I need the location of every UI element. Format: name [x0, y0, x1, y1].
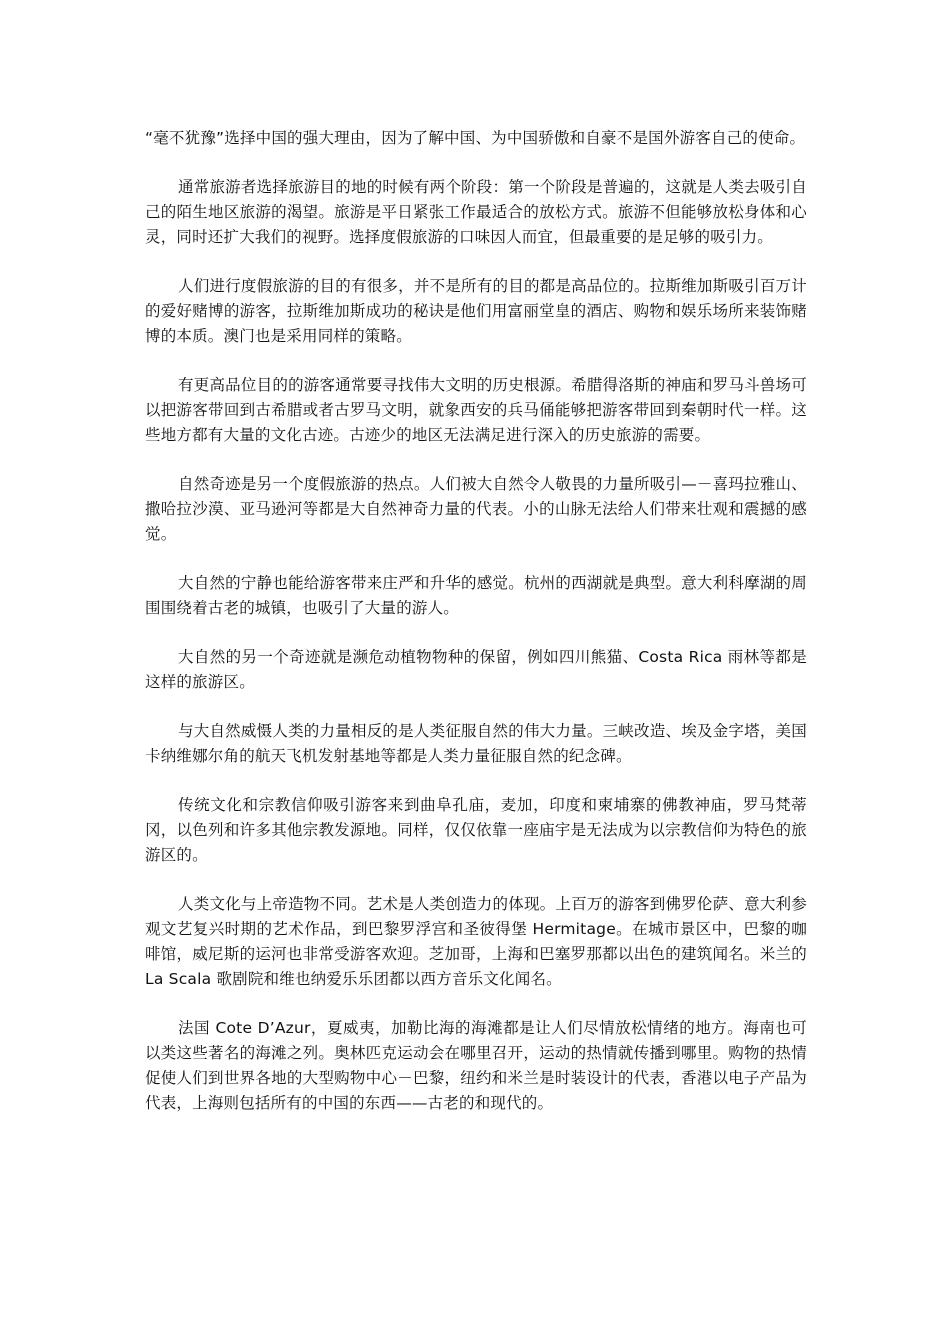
paragraph-6: 大自然的宁静也能给游客带来庄严和升华的感觉。杭州的西湖就是典型。意大利科摩湖的周围围绕着古老的城镇，也吸引了大量的游人。 — [145, 574, 807, 617]
document-body — [145, 126, 807, 1140]
paragraph-8: 与大自然威慑人类的力量相反的是人类征服自然的伟大力量。三峡改造、埃及金字塔，美国卡纳维娜尔角的航天飞机发射基地等都是人类力量征服自然的纪念碑。 — [145, 722, 807, 765]
paragraph-2: 通常旅游者选择旅游目的地的时候有两个阶段：第一个阶段是普遍的，这就是人类去吸引自己的陌生地区旅游的渴望。旅游是平日紧张工作最适合的放松方式。旅游不但能够放松身体和心灵，同时还扩大我们的视野。选择度假旅游的口味因人而宜，但最重要的是足够的吸引力。 — [145, 178, 807, 246]
paragraph-3: 人们进行度假旅游的目的有很多，并不是所有的目的都是高品位的。拉斯维加斯吸引百万计的爱好赌博的游客，拉斯维加斯成功的秘诀是他们用富丽堂皇的酒店、购物和娱乐场所来装饰赌博的本质。澳门也是采用同样的策略。 — [145, 277, 807, 345]
paragraph-10: 人类文化与上帝造物不同。艺术是人类创造力的体现。上百万的游客到佛罗伦萨、意大利参观文艺复兴时期的艺术作品，到巴黎罗浮宫和圣彼得堡 Hermitage。在城市景区中，巴黎的咖啡馆，威尼斯的运河也非常受游客欢迎。芝加哥，上海和巴塞罗那都以出色的建筑闻名。米兰的 La Scala 歌剧院和维也纳爱乐乐团都以西方音乐文化闻名。 — [145, 895, 807, 988]
paragraph-11: 法国 Cote D’Azur，夏威夷，加勒比海的海滩都是让人们尽情放松情绪的地方。海南也可以类这些著名的海滩之列。奥林匹克运动会在哪里召开，运动的热情就传播到哪里。购物的热情促使人们到世界各地的大型购物中心－巴黎，纽约和米兰是时装设计的代表，香港以电子产品为代表，上海则包括所有的中国的东西——古老的和现代的。 — [145, 1019, 807, 1112]
paragraph-1: “毫不犹豫”选择中国的强大理由，因为了解中国、为中国骄傲和自豪不是国外游客自己的使命。 — [145, 129, 806, 147]
paragraph-7: 大自然的另一个奇迹就是濒危动植物物种的保留，例如四川熊猫、Costa Rica 雨林等都是这样的旅游区。 — [145, 648, 807, 691]
paragraph-5: 自然奇迹是另一个度假旅游的热点。人们被大自然令人敬畏的力量所吸引—－喜玛拉雅山、撒哈拉沙漠、亚马逊河等都是大自然神奇力量的代表。小的山脉无法给人们带来壮观和震撼的感觉。 — [145, 475, 807, 543]
paragraph-9: 传统文化和宗教信仰吸引游客来到曲阜孔庙，麦加，印度和柬埔寨的佛教神庙，罗马梵蒂冈，以色列和许多其他宗教发源地。同样，仅仅依靠一座庙宇是无法成为以宗教信仰为特色的旅游区的。 — [145, 796, 807, 864]
paragraph-4: 有更高品位目的的游客通常要寻找伟大文明的历史根源。希腊得洛斯的神庙和罗马斗兽场可以把游客带回到古希腊或者古罗马文明，就象西安的兵马俑能够把游客带回到秦朝时代一样。这些地方都有大量的文化古迹。古迹少的地区无法满足进行深入的历史旅游的需要。 — [145, 376, 807, 444]
